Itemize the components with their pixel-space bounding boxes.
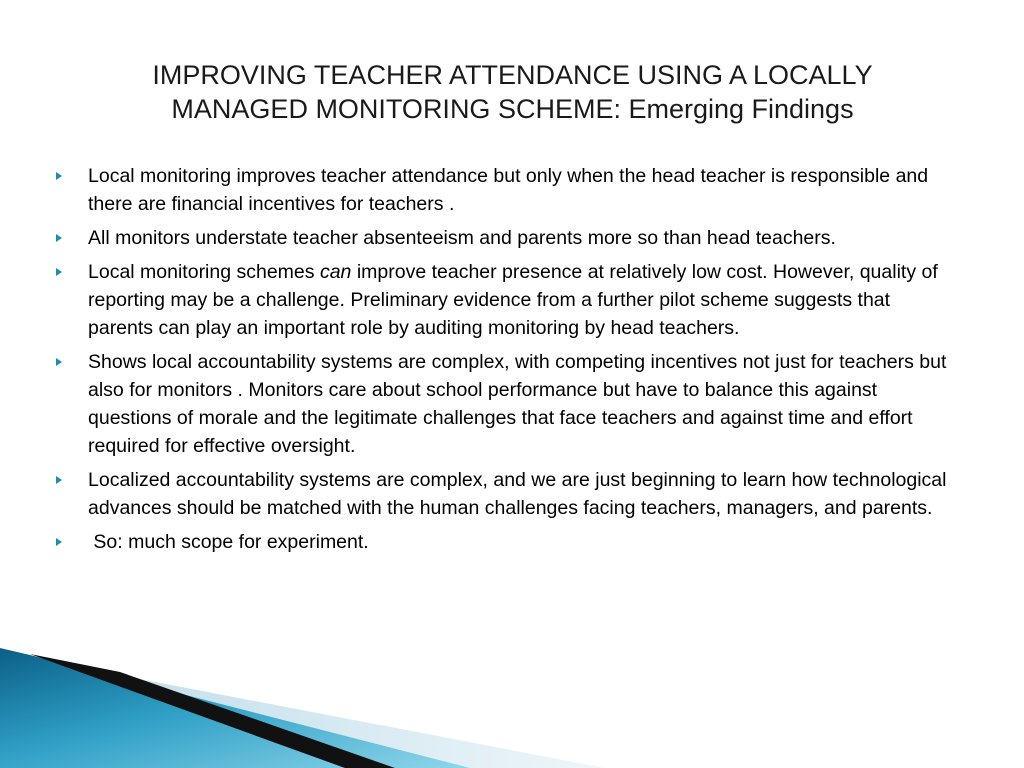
bullet-item: [56, 224, 956, 252]
bullet-item: [56, 348, 956, 460]
bullet-text-before: Local monitoring schemes: [88, 261, 320, 283]
bullet-item: [56, 258, 956, 342]
bullet-text: Local monitoring improves teacher attendance but only when the head teacher is responsible and there are financial incentives for teachers .: [88, 165, 929, 215]
blue-wave-shape: [0, 648, 470, 768]
bullet-text: Shows local accountability systems are complex, with competing incentives not just for teachers but also for monitors . Monitors care about school performance but have to balance this against questions of morale and the legitimate challenges that face teachers and against time and effort required for effective oversight.: [88, 351, 947, 457]
slide-title-line-2: MANAGED MONITORING SCHEME: Emerging Findings: [171, 94, 854, 124]
triangle-right-icon: [56, 476, 62, 484]
bullet-text-after: improve teacher presence at relatively low cost. However, quality of reporting may be a challenge. Preliminary evidence from a further pilot scheme suggests that parents can play an important role by auditing monitoring by head teachers.: [88, 261, 938, 339]
triangle-right-icon: [56, 358, 62, 366]
bullet-text: Localized accountability systems are complex, and we are just beginning to learn how technological advances should be matched with the human challenges facing teachers, managers, and parents.: [88, 469, 947, 519]
triangle-right-icon: [56, 538, 62, 546]
black-stripe-shape: [30, 654, 395, 768]
bullet-text: So: much scope for experiment.: [88, 531, 369, 553]
triangle-right-icon: [56, 172, 62, 180]
bullet-text: All monitors understate teacher absenteeism and parents more so than head teachers.: [88, 227, 836, 249]
slide-title: [90, 58, 935, 126]
bullet-item: [56, 162, 956, 218]
bullet-item: [56, 466, 956, 522]
bullet-text-emphasis: can: [319, 261, 352, 283]
triangle-right-icon: [56, 234, 62, 242]
pale-band-shape: [0, 650, 605, 768]
slide-title-line-1: IMPROVING TEACHER ATTENDANCE USING A LOCALLY: [152, 60, 873, 90]
bullet-item: [56, 528, 956, 556]
triangle-right-icon: [56, 268, 62, 276]
bullet-list: [56, 162, 956, 562]
